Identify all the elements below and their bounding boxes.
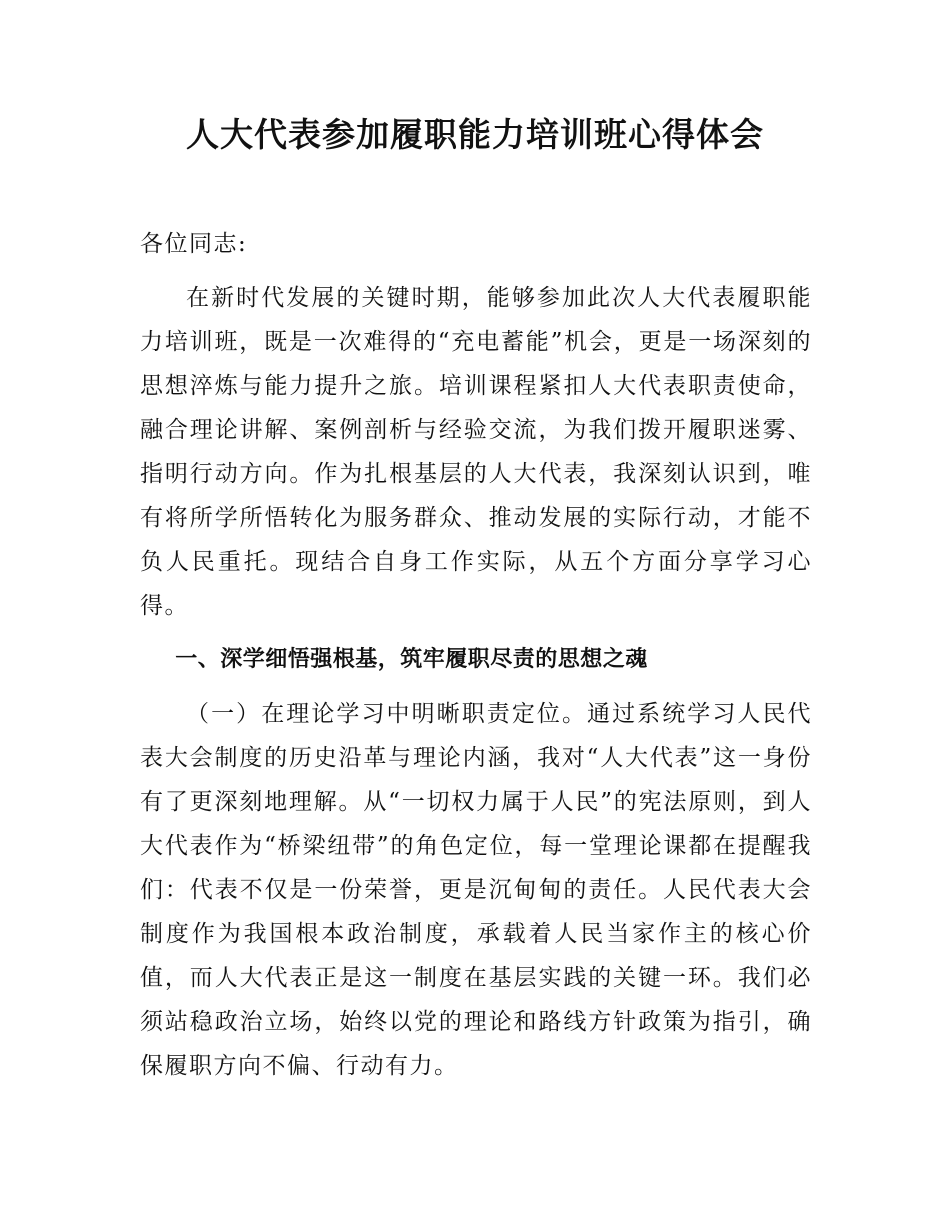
subsection-label: （一）在理论学习中明晰职责定位。 [186, 701, 587, 727]
document-title: 人大代表参加履职能力培训班心得体会 [186, 115, 764, 154]
subsection-text: 通过系统学习人民代表大会制度的历史沿革与理论内涵，我对“人大代表”这一身份有了更深刻地理解。从“一切权力属于人民”的宪法原则，到人大代表作为“桥梁纽带”的角色定位，每一堂理论课都在提醒我们：代表不仅是一份荣誉，更是沉甸甸的责任。人民代表大会制度作为我国根本政治制度，承载着人民当家作主的核心价值，而人大代表正是这一制度在基层实践的关键一环。我们必须站稳政治立场，始终以党的理论和路线方针政策为指引，确保履职方向不偏、行动有力。 [140, 701, 812, 1079]
spacer [140, 266, 812, 276]
greeting: 各位同志: [140, 231, 248, 257]
subsection-paragraph-1 [140, 692, 812, 1088]
intro-paragraph: 在新时代发展的关键时期，能够参加此次人大代表履职能力培训班，既是一次难得的“充电蓄能”机会，更是一场深刻的思想淬炼与能力提升之旅。培训课程紧扣人大代表职责使命，融合理论讲解、案例剖析与经验交流，为我们拨开履职迷雾、指明行动方向。作为扎根基层的人大代表，我深刻认识到，唯有将所学所悟转化为服务群众、推动发展的实际行动，才能不负人民重托。现结合自身工作实际，从五个方面分享学习心得。 [140, 285, 812, 619]
document-body [140, 222, 812, 1088]
section-heading-1: 一、深学细悟强根基，筑牢履职尽责的思想之魂 [175, 647, 648, 672]
